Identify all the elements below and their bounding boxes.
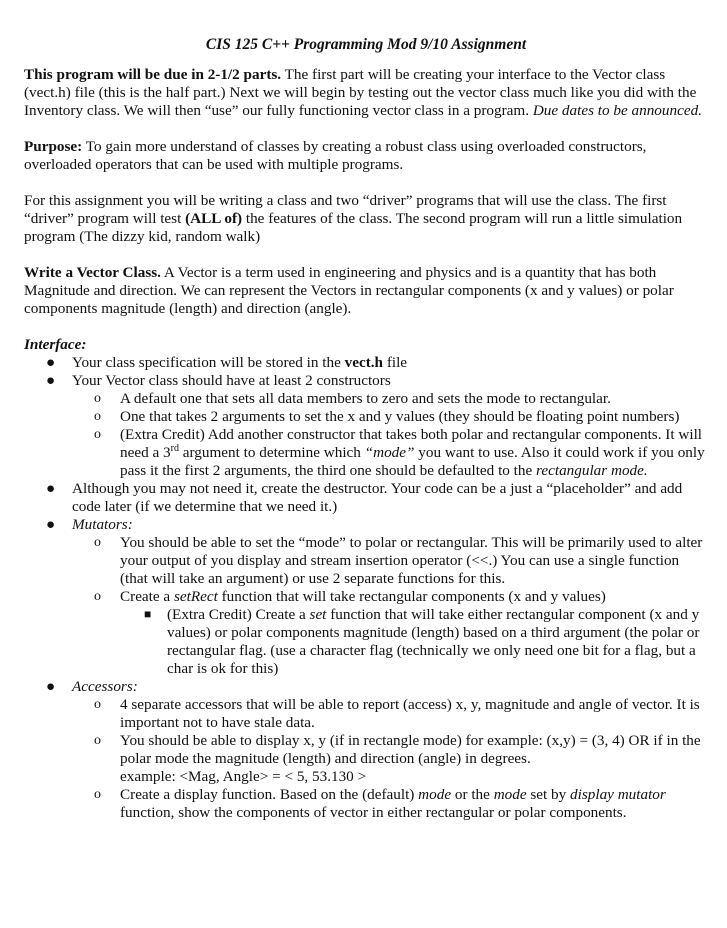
list-item xyxy=(24,390,708,408)
circle-bullet-icon: o xyxy=(94,409,101,424)
mutator-set xyxy=(167,606,708,678)
mutator-setrect xyxy=(120,588,708,606)
accessor-display: You should be able to display x, y (if in rectangle mode) for example: (x,y) = (3, 4) OR if in the polar mode the magnitude (length) and direction (angle) in degrees. xyxy=(120,732,701,767)
disc-bullet-icon: ● xyxy=(46,480,56,497)
ctor-list xyxy=(24,390,708,480)
vector-text: A Vector is a term used in engineering and physics and is a quantity that has both Magnitude and direction. We can represent the Vectors in rectangular components (x and y values) or polar components magnitude (length) and direction (angle). xyxy=(24,264,674,317)
set-text-2: function that will take either rectangular component (x and y values) or polar components magnitude (length) based on a third argument (the polar or rectangular flag. (use a character flag (technically we only need one bit for a flag, but a char is ok for this) xyxy=(167,606,700,677)
ctor-extra-text-4: rectangular mode. xyxy=(536,462,648,479)
disc-bullet-icon: ● xyxy=(46,372,56,389)
list-item xyxy=(24,354,708,372)
acc-fn-text-1: Create a display function. Based on the (default) xyxy=(120,786,419,803)
acc-fn-text-4: function, show the components of vector in either rectangular or polar components. xyxy=(120,804,627,821)
ctor-extra xyxy=(120,426,708,480)
purpose-text: To gain more understand of classes by creating a robust class using overloaded constructors, overloaded operators that can be used with multiple programs. xyxy=(24,138,647,173)
spec-post-text: file xyxy=(383,354,408,371)
list-item xyxy=(24,588,708,678)
purpose-label: Purpose: xyxy=(24,138,83,155)
interface-heading: Interface: xyxy=(24,336,87,353)
assignment-bold: (ALL of) xyxy=(185,210,243,227)
mutator-mode: You should be able to set the “mode” to polar or rectangular. This will be primarily used to alter your output of you display and stream insertion operator (<<.) You can use a single function (that will take an argument) or use 2 separate functions for this. xyxy=(120,534,703,587)
accessors-heading: Accessors: xyxy=(72,678,138,695)
interface-list xyxy=(24,354,708,822)
intro-italic: Due dates to be announced. xyxy=(532,102,702,119)
list-item xyxy=(24,480,708,516)
page-title: CIS 125 C++ Programming Mod 9/10 Assignment xyxy=(205,36,527,53)
acc-fn-display-mutator: display mutator xyxy=(570,786,666,803)
accessor-display-fn xyxy=(120,786,708,822)
assignment-text-2: the features of the class. The second program will run a little simulation program (The dizzy kid, random walk) xyxy=(24,210,683,245)
spec-file: vect.h xyxy=(344,354,384,371)
ctor-default: A default one that sets all data members to zero and sets the mode to rectangular. xyxy=(120,390,611,407)
list-item xyxy=(24,534,708,588)
acc-fn-mode-2: mode xyxy=(493,786,527,803)
circle-bullet-icon: o xyxy=(94,697,101,712)
circle-bullet-icon: o xyxy=(94,535,101,550)
list-item xyxy=(24,678,708,822)
circle-bullet-icon: o xyxy=(94,589,101,604)
ctor-extra-text-3: you want to use. Also it could work if you only pass it the first 2 arguments, the third one should be defaulted to the xyxy=(120,444,705,479)
intro-bold: This program will be due in 2-1/2 parts. xyxy=(24,66,282,83)
circle-bullet-icon: o xyxy=(94,427,101,442)
setrect-sublist xyxy=(24,606,708,678)
setrect-text-1: Create a xyxy=(120,588,174,605)
list-item xyxy=(24,606,708,678)
disc-bullet-icon: ● xyxy=(46,678,56,695)
ctor-extra-sup: rd xyxy=(170,442,179,454)
setrect-text-2: function that will take rectangular components (x and y values) xyxy=(217,588,606,605)
circle-bullet-icon: o xyxy=(94,787,101,802)
assignment-text-1: For this assignment you will be writing a class and two “driver” programs that will use the class. The first “driver” program will test xyxy=(24,192,667,227)
assignment-paragraph xyxy=(24,192,708,246)
vector-paragraph xyxy=(24,264,708,318)
set-text-1: (Extra Credit) Create a xyxy=(167,606,310,623)
destructor-text: Although you may not need it, create the destructor. Your code can be a just a “placeholder” and add code later (if we determine that we need it.) xyxy=(72,480,683,515)
purpose-paragraph xyxy=(24,138,708,174)
accessors-list xyxy=(24,696,708,822)
set-fn: set xyxy=(309,606,327,623)
list-item xyxy=(24,408,708,426)
accessor-four: 4 separate accessors that will be able to report (access) x, y, magnitude and angle of vector. It is important not to have stale data. xyxy=(120,696,700,731)
list-item xyxy=(24,732,708,786)
ctor-extra-mode: “mode” xyxy=(364,444,415,461)
disc-bullet-icon: ● xyxy=(46,516,56,533)
document-page xyxy=(24,36,708,822)
square-bullet-icon: ■ xyxy=(144,607,152,621)
ctor-two: One that takes 2 arguments to set the x and y values (they should be floating point numbers) xyxy=(120,408,680,425)
mutators-heading: Mutators: xyxy=(72,516,133,533)
circle-bullet-icon: o xyxy=(94,391,101,406)
acc-fn-text-2: or the xyxy=(451,786,494,803)
vector-label: Write a Vector Class. xyxy=(24,264,161,281)
list-item xyxy=(24,696,708,732)
acc-fn-text-3: set by xyxy=(526,786,571,803)
intro-text: The first part will be creating your interface to the Vector class (vect.h) file (this is the half part.) Next we will begin by testing out the vector class much like you did with the Inventory class. We will then “use” our fully functioning vector class in a program. xyxy=(24,66,697,119)
mutators-list xyxy=(24,534,708,678)
list-item xyxy=(24,372,708,480)
ctor-extra-text-2: argument to determine which xyxy=(178,444,365,461)
disc-bullet-icon: ● xyxy=(46,354,56,371)
ctor-intro: Your Vector class should have at least 2 constructors xyxy=(72,372,391,389)
circle-bullet-icon: o xyxy=(94,733,101,748)
list-item xyxy=(24,516,708,678)
ctor-extra-text-1: (Extra Credit) Add another constructor that takes both polar and rectangular components. It will need a 3 xyxy=(120,426,703,461)
spec-text: Your class specification will be stored in the xyxy=(72,354,345,371)
accessor-example: example: <Mag, Angle> = < 5, 53.130 > xyxy=(120,768,367,785)
list-item xyxy=(24,786,708,822)
acc-fn-mode-1: mode xyxy=(418,786,452,803)
setrect-fn: setRect xyxy=(173,588,218,605)
list-item xyxy=(24,426,708,480)
intro-paragraph xyxy=(24,66,708,120)
